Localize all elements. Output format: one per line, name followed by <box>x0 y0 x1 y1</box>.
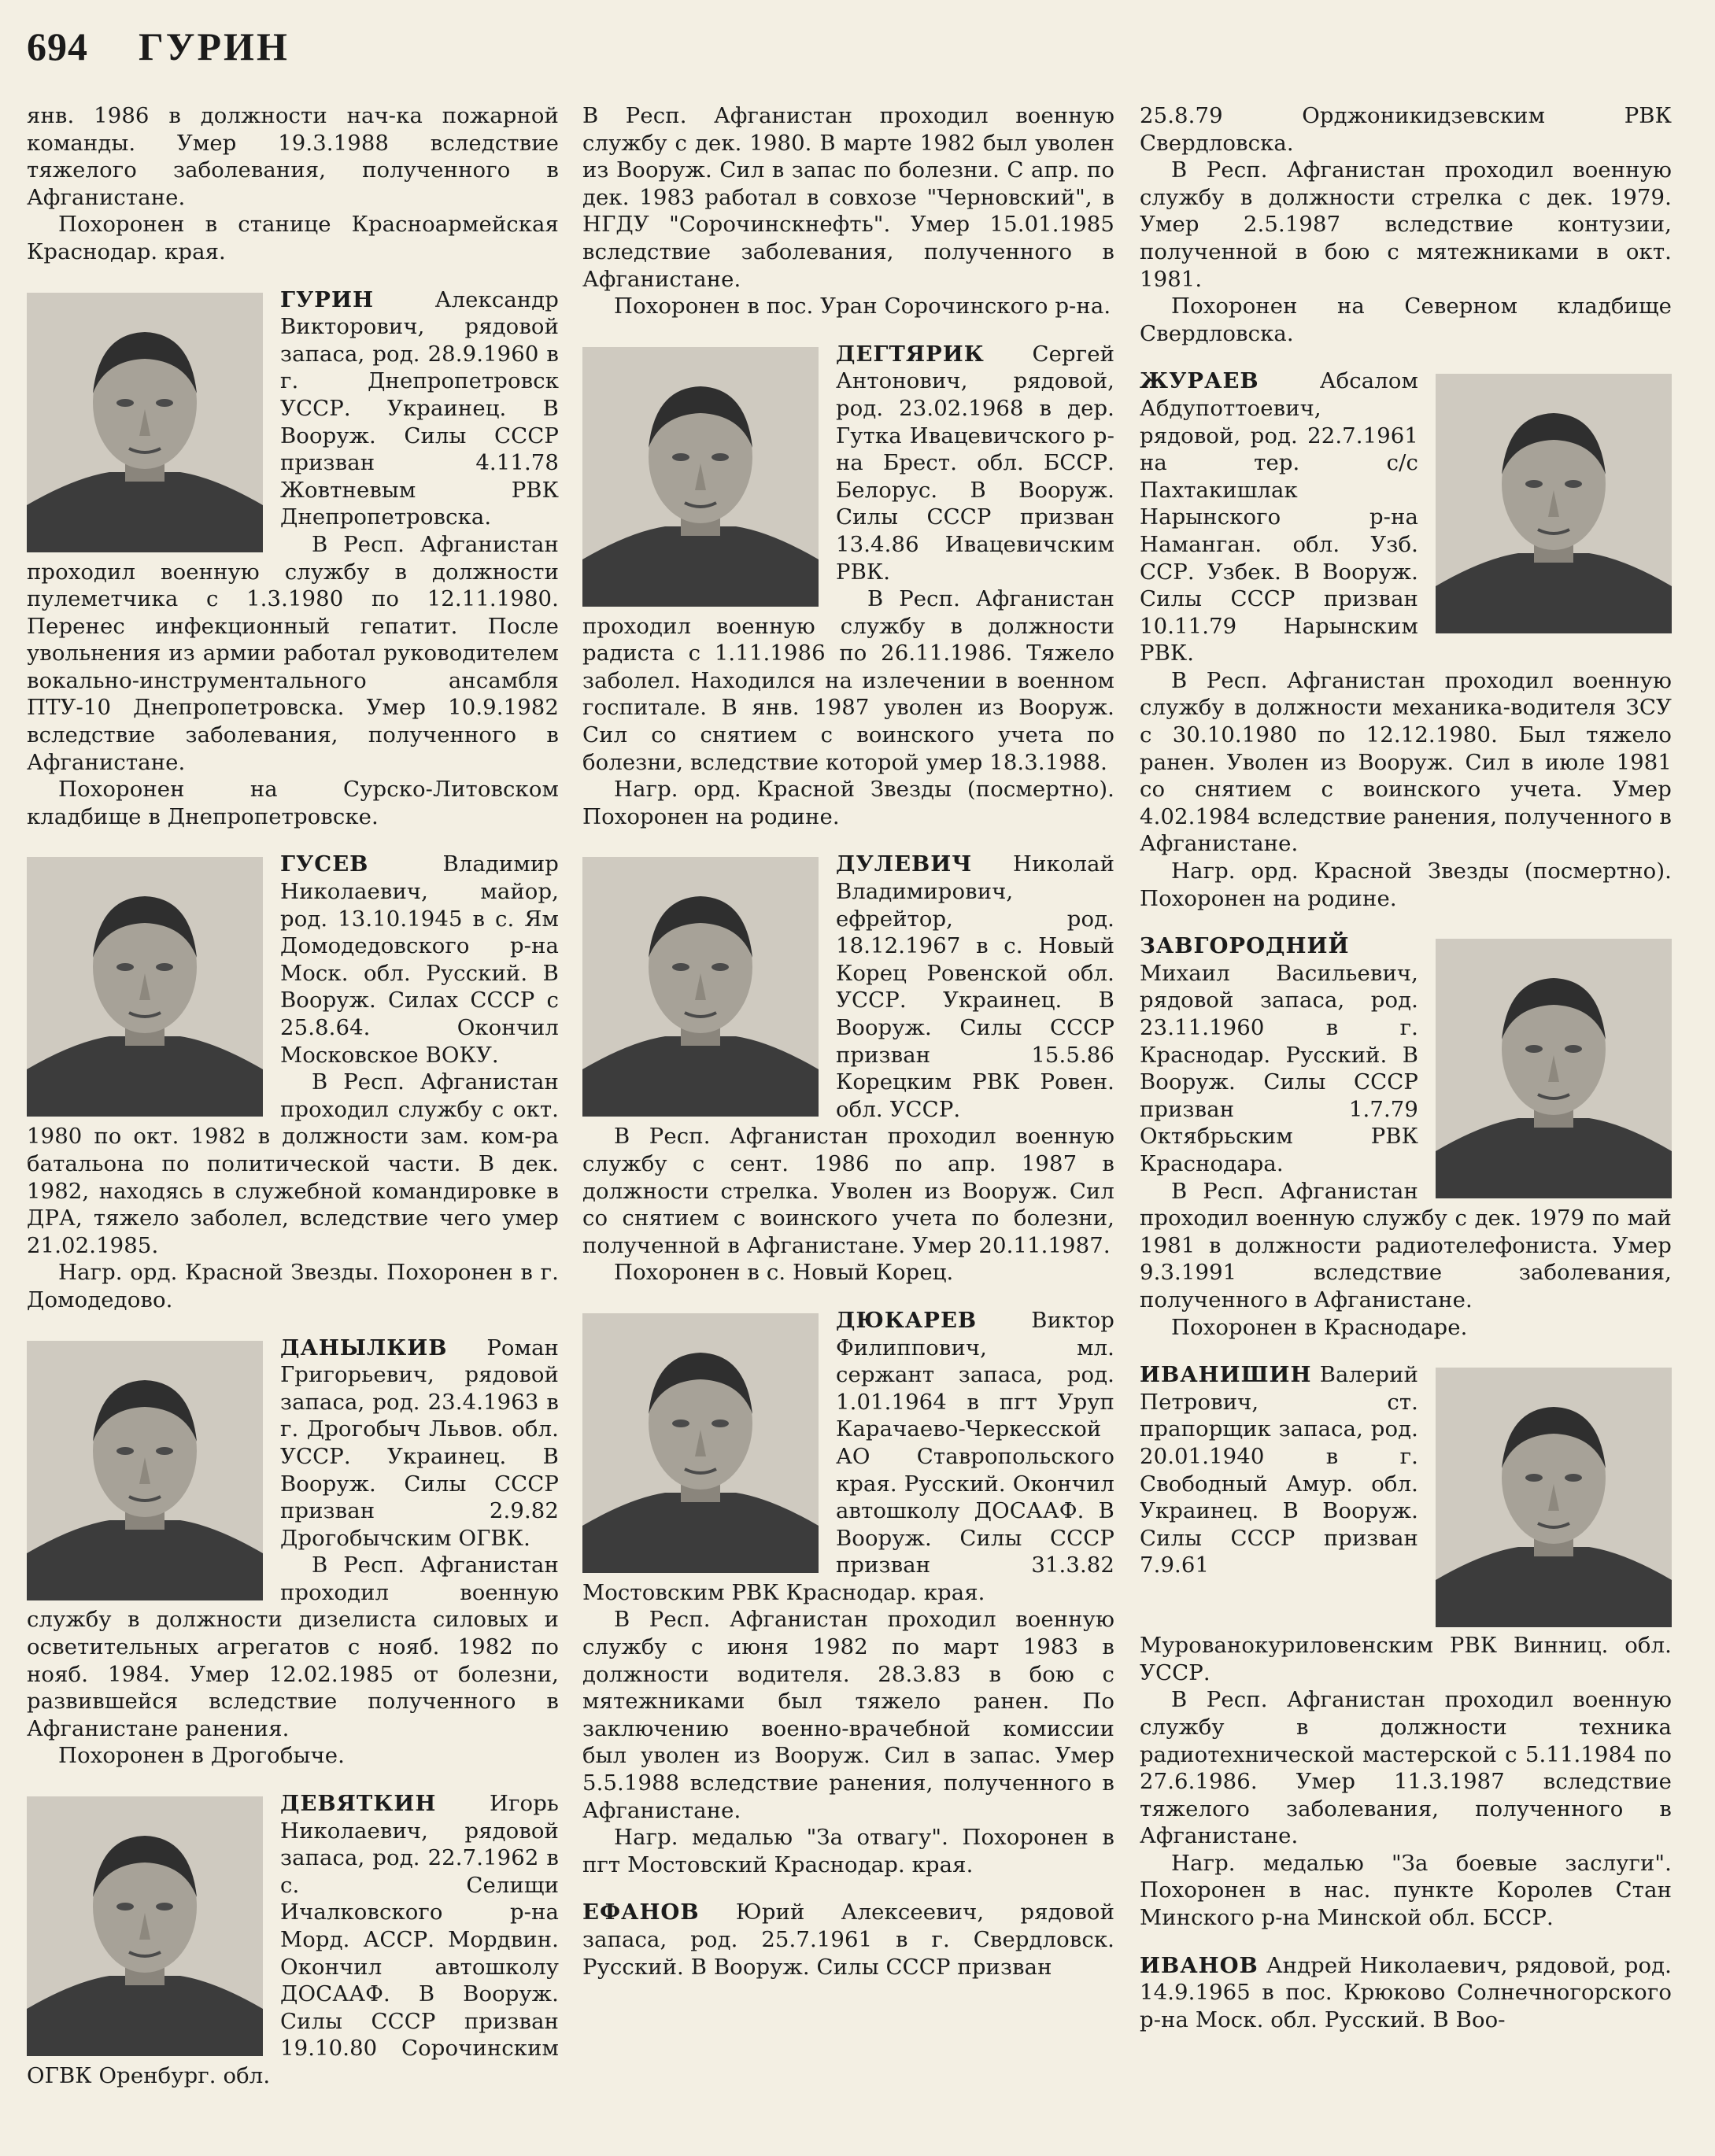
portrait-photo <box>582 347 819 607</box>
entry-paragraph: Нагр. орд. Красной Звезды. Похоронен в г. Домодедово. <box>27 1260 559 1312</box>
biography-entry <box>1140 367 1672 912</box>
entry-surname: ДАНЫЛКИВ <box>280 1335 448 1360</box>
entry-paragraph: В Респ. Афганистан проходил военную службу с июня 1982 по март 1983 в должности водителя. 28.3.83 в бою с мятежниками был тяжело ранен. По заключению военно-врачебной комиссии был уволен из Вооруж. Сил в запас. Умер 5.5.1988 вследствие ранения, полученного в Афганистане. <box>582 1607 1114 1823</box>
entry-lead-text: Роман Григорьевич, рядовой запаса, род. 23.4.1963 в г. Дрогобыч Львов. обл. УССР. Украинец. В Вооруж. Силы СССР призван 2.9.82 Дрогобычским ОГВК. <box>280 1335 559 1551</box>
entry-lead-text: Андрей Николаевич, рядовой, род. 14.9.1965 в пос. Крюково Солнечногорского р-на Моск. обл. Русский. В Воо- <box>1140 1952 1672 2032</box>
entry-paragraph: В Респ. Афганистан проходил военную службу в должности пулеметчика с 1.3.1980 по 12.11.1980. Перенес инфекционный гепатит. После увольнения из армии работал руководителем вокально-инструментального ансамбля ПТУ-10 Днепропетровска. Умер 10.9.1982 вследствие заболевания, полученного в Афганистане. <box>27 531 559 775</box>
entry-surname: ИВАНОВ <box>1140 1952 1259 1978</box>
column-2 <box>582 102 1114 2001</box>
continued-text <box>582 102 1114 320</box>
column-3 <box>1140 102 1672 2054</box>
continued-paragraph: Похоронен в пос. Уран Сорочинского р-на. <box>614 293 1111 319</box>
entry-lead-text: Михаил Васильевич, рядовой запаса, род. 23.11.1960 в г. Краснодар. Русский. В Вооруж. Силы СССР призван 1.7.79 Октябрьским РВК Краснодара. <box>1140 960 1418 1176</box>
entry-lead-text: Игорь Николаевич, рядовой запаса, род. 22.7.1962 в с. Селищи Ичалковского р-на Морд. АССР. Мордвин. Окончил автошколу ДОСААФ. В Вооруж. Силы СССР призван 19.10.80 Сорочинским ОГВК Оренбург. обл. <box>27 1791 559 2088</box>
entry-paragraph: Нагр. медалью "За отвагу". Похоронен в пгт Мостовский Краснодар. края. <box>582 1825 1114 1877</box>
entry-lead-text: Александр Викторович, рядовой запаса, род. 28.9.1960 в г. Днепропетровск УССР. Украинец. В Вооруж. Силы СССР призван 4.11.78 Жовтневым РВК Днепропетровска. <box>280 286 559 530</box>
entry-paragraph: Похоронен на Сурско-Литовском кладбище в Днепропетровске. <box>27 777 559 829</box>
entry-surname: ДЮКАРЕВ <box>836 1307 978 1333</box>
running-head: ГУРИН <box>139 24 290 68</box>
biography-entry <box>27 286 559 831</box>
continued-paragraph: Похоронен на Северном кладбище Свердловска. <box>1140 293 1672 346</box>
entry-paragraph: Похоронен в с. Новый Корец. <box>614 1260 954 1286</box>
entry-surname: ГУСЕВ <box>280 851 369 877</box>
continued-text <box>27 102 559 266</box>
continued-paragraph: Похоронен в станице Красноармейская Краснодар. края. <box>27 212 559 264</box>
entry-surname: ИВАНИШИН <box>1140 1362 1312 1388</box>
entry-paragraph: В Респ. Афганистан проходил военную службу в должности радиста с 1.11.1986 по 26.11.1986. Тяжело заболел. Находился на излечении в военном госпитале. В янв. 1987 уволен из Вооруж. Сил со снятием с воинского учета по болезни, вследствие которой умер 18.3.1988. <box>582 586 1114 775</box>
entry-paragraph: В Респ. Афганистан проходил службу с окт. 1980 по окт. 1982 в должности зам. ком-ра батальона по политической части. В дек. 1982, находясь в служебной командировке в ДРА, тяжело заболел, вследствие чего умер 21.02.1985. <box>27 1069 559 1258</box>
entry-lead-text: Владимир Николаевич, майор, род. 13.10.1945 в с. Ям Домодедовского р-на Моск. обл. Русский. В Вооруж. Силах СССР с 25.8.64. Окончил Московское ВОКУ. <box>280 851 559 1068</box>
entry-paragraph: Нагр. медалью "За боевые заслуги". Похоронен в нас. пункте Королев Стан Минского р-на Минской обл. БССР. <box>1140 1850 1672 1931</box>
biography-entry <box>1140 1952 1672 2034</box>
entry-lead-text: Сергей Антонович, рядовой, род. 23.02.1968 в дер. Гутка Ивацевичского р-на Брест. обл. БССР. Белорус. В Вооруж. Силы СССР призван 13.4.86 Ивацевичским РВК. <box>836 341 1114 585</box>
entry-paragraph: В Респ. Афганистан проходил военную службу в должности техника радиотехнической мастерской с 5.11.1984 по 27.6.1986. Умер 11.3.1987 вследствие тяжелого заболевания, полученного в Афганистане. <box>1140 1687 1672 1849</box>
biography-entry <box>582 1307 1114 1878</box>
biography-entry <box>582 851 1114 1287</box>
continued-text <box>1140 102 1672 347</box>
portrait-photo <box>1436 374 1672 633</box>
continued-paragraph: янв. 1986 в должности нач-ка пожарной команды. Умер 19.3.1988 вследствие тяжелого заболевания, полученного в Афганистане. <box>27 103 559 210</box>
entry-paragraph: Похоронен в Краснодаре. <box>1171 1314 1468 1340</box>
portrait-photo <box>27 1796 263 2056</box>
page-header <box>27 24 290 79</box>
entry-lead-text: Абсалом Абдупоттоевич, рядовой, род. 22.7.1961 на тер. с/с Пахтакишлак Нарынского р-на Наманган. обл. Узб. ССР. Узбек. В Вооруж. Силы СССР призван 10.11.79 Нарынским РВК. <box>1140 368 1418 666</box>
biography-entry <box>1140 1361 1672 1932</box>
portrait-photo <box>1436 1368 1672 1627</box>
biography-entry <box>582 1899 1114 1981</box>
entry-paragraph: В Респ. Афганистан проходил военную службу с дек. 1979 по май 1981 в должности радиотелефониста. Умер 9.3.1991 вследствие заболевания, полученного в Афганистане. <box>1140 1178 1672 1312</box>
entry-paragraph: Нагр. орд. Красной Звезды (посмертно). Похоронен на родине. <box>582 777 1114 829</box>
portrait-photo <box>27 293 263 552</box>
biography-entry <box>1140 932 1672 1341</box>
page-number: 694 <box>27 24 88 68</box>
entry-surname: ЗАВГОРОДНИЙ <box>1140 933 1350 959</box>
entry-paragraph: В Респ. Афганистан проходил военную службу в должности дизелиста силовых и осветительных агрегатов с нояб. 1982 по нояб. 1984. Умер 12.02.1985 от болезни, развившейся вследствие полученного в Афганистане ранения. <box>27 1552 559 1741</box>
portrait-photo <box>582 1313 819 1573</box>
entry-paragraph <box>582 1899 1114 1981</box>
portrait-photo <box>27 1341 263 1600</box>
portrait-photo <box>1436 939 1672 1198</box>
entry-surname: ЕФАНОВ <box>582 1899 700 1925</box>
entry-lead-text: Виктор Филиппович, мл. сержант запаса, род. 1.01.1964 в пгт Уруп Карачаево-Черкесской АО Ставропольского края. Русский. Окончил автошколу ДОСААФ. В Вооруж. Силы СССР призван 31.3.82 Мостовским РВК Краснодар. края. <box>582 1307 1114 1605</box>
entry-surname: ДЕВЯТКИН <box>280 1791 437 1817</box>
continued-paragraph: 25.8.79 Орджоникидзевским РВК Свердловска. <box>1140 103 1672 156</box>
entry-surname: ЖУРАЕВ <box>1140 368 1259 394</box>
entry-surname: ДЕГТЯРИК <box>836 341 985 367</box>
entry-paragraph: В Респ. Афганистан проходил военную службу в должности механика-водителя ЗСУ с 30.10.1980 по 12.12.1980. Был тяжело ранен. Уволен из Вооруж. Сил в июле 1981 со снятием с воинского учета. Умер 4.02.1984 вследствие ранения, полученного в Афганистане. <box>1140 667 1672 857</box>
portrait-photo <box>27 857 263 1117</box>
biography-entry <box>27 1335 559 1770</box>
continued-paragraph: В Респ. Афганистан проходил военную службу с дек. 1980. В марте 1982 был уволен из Вооруж. Сил в запас по болезни. С апр. по дек. 1983 работал в совхозе "Черновский", в НГДУ "Сорочинскнефть". Умер 15.01.1985 вследствие заболевания, полученного в Афганистане. <box>582 103 1114 292</box>
biography-entry <box>27 1790 559 2090</box>
entry-lead-text: Валерий Петрович, ст. прапорщик запаса, род. 20.01.1940 в г. Свободный Амур. обл. Украинец. В Вооруж. Силы СССР призван 7.9.61 Мурованокуриловенским РВК Винниц. обл. УССР. <box>1140 1362 1672 1685</box>
biography-entry <box>582 341 1114 831</box>
portrait-photo <box>582 857 819 1117</box>
entry-paragraph: Похоронен в Дрогобыче. <box>58 1743 345 1769</box>
biography-entry <box>27 851 559 1313</box>
entry-paragraph <box>1140 1952 1672 2034</box>
entry-surname: ДУЛЕВИЧ <box>836 851 973 877</box>
entry-surname: ГУРИН <box>280 286 374 312</box>
entry-lead-text: Юрий Алексеевич, рядовой запаса, род. 25.7.1961 в г. Свердловск. Русский. В Вооруж. Силы СССР призван <box>582 1899 1114 1980</box>
entry-lead-text: Николай Владимирович, ефрейтор, род. 18.12.1967 в с. Новый Корец Ровенской обл. УССР. Украинец. В Вооруж. Силы СССР призван 15.5.86 Корецким РВК Ровен. обл. УССР. <box>836 851 1114 1122</box>
entry-paragraph: Нагр. орд. Красной Звезды (посмертно). Похоронен на родине. <box>1140 858 1672 911</box>
entry-paragraph: В Респ. Афганистан проходил военную службу с сент. 1986 по апр. 1987 в должности стрелка. Уволен из Вооруж. Сил со снятием с воинского учета по болезни, полученной в Афганистане. Умер 20.11.1987. <box>582 1124 1114 1258</box>
continued-paragraph: В Респ. Афганистан проходил военную службу в должности стрелка с дек. 1979. Умер 2.5.1987 вследствие контузии, полученной в бою с мятежниками в окт. 1981. <box>1140 157 1672 292</box>
column-1 <box>27 102 559 2110</box>
